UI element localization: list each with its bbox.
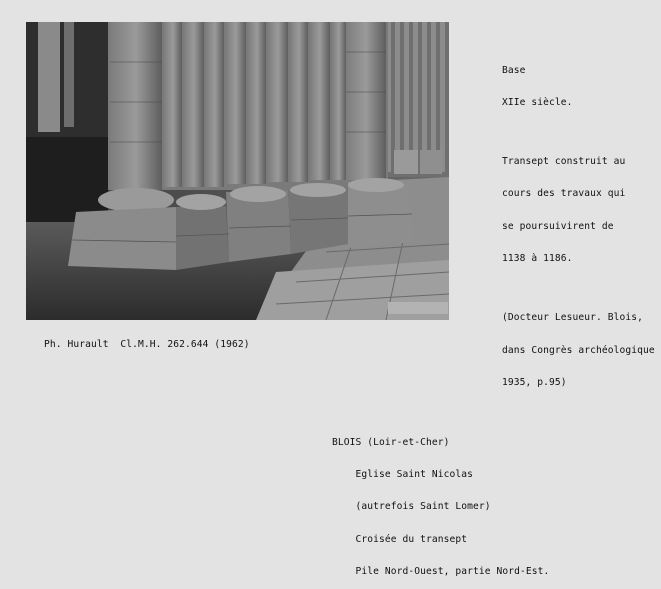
caption-detail: Pile Nord-Ouest, partie Nord-Est. — [332, 566, 550, 578]
note-reference-line: dans Congrès archéologique — [502, 344, 655, 356]
note-text-line: se poursuivirent de — [502, 220, 614, 232]
caption-block — [332, 416, 549, 589]
note-text-line: cours des travaux qui — [502, 188, 626, 200]
caption-former-name: (autrefois Saint Lomer) — [332, 501, 491, 513]
notes-block — [502, 44, 655, 400]
caption-church: Eglise Saint Nicolas — [332, 468, 474, 480]
note-text-line: Transept construit au — [502, 155, 626, 167]
note-label: Base — [502, 64, 526, 76]
note-century: XIIe siècle. — [502, 96, 573, 108]
photo-credit: Ph. Hurault Cl.M.H. 262.644 (1962) — [44, 339, 250, 350]
photograph-pillar-base — [26, 22, 449, 320]
note-reference-line: (Docteur Lesueur. Blois, — [502, 312, 644, 324]
note-text-line: 1138 à 1186. — [502, 253, 573, 265]
caption-area: Croisée du transept — [332, 533, 468, 545]
caption-location: BLOIS (Loir-et-Cher) — [332, 436, 450, 448]
note-reference-line: 1935, p.95) — [502, 376, 567, 388]
